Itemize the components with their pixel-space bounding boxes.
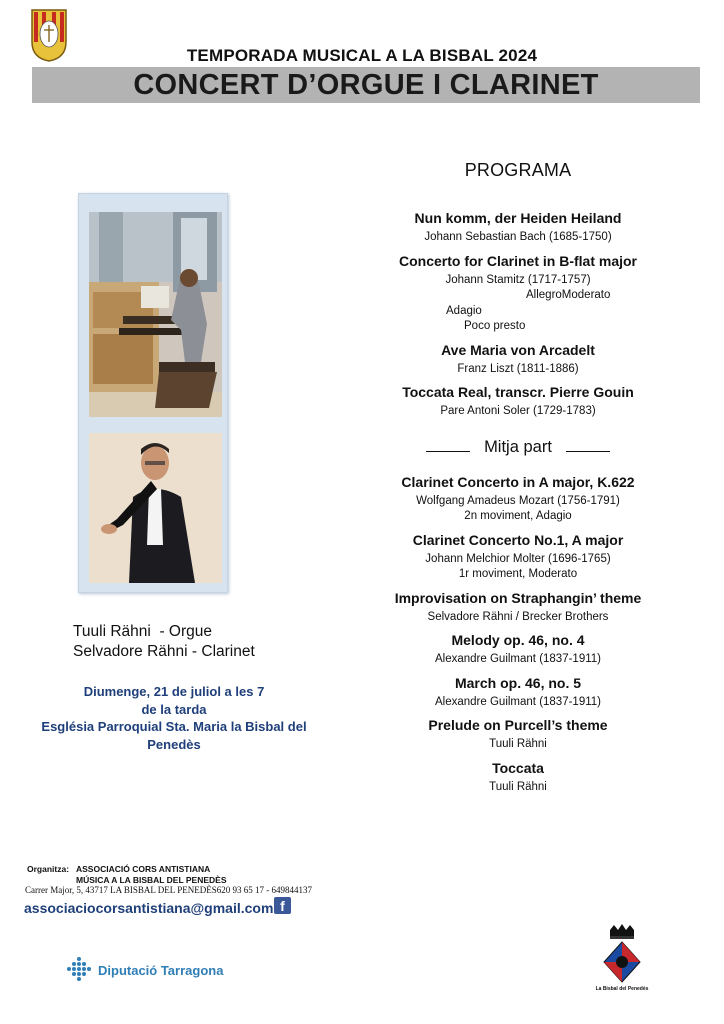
work-title: Clarinet Concerto No.1, A major: [412, 531, 624, 548]
movement: Poco presto: [464, 320, 526, 332]
movement: Adagio: [446, 304, 482, 317]
composer: Wolfgang Amadeus Mozart (1756-1791): [416, 494, 620, 507]
organizer-line-2: MÚSICA A LA BISBAL DEL PENEDÈS: [76, 875, 227, 885]
work-title: Clarinet Concerto in A major, K.622: [401, 473, 635, 490]
interval-rule-left: [426, 451, 470, 452]
address-line: Carrer Major, 5, 43717 LA BISBAL DEL PENEDÈS620 93 65 17 - 649844137: [25, 885, 312, 895]
work-title: Toccata Real, transcr. Pierre Gouin: [402, 384, 634, 400]
composer: Pare Antoni Soler (1729-1783): [440, 405, 596, 417]
work-title: Concerto for Clarinet in B-flat major: [398, 252, 638, 269]
organizer-names: [76, 864, 227, 886]
venue-line-1: Església Parroquial Sta. Maria la Bisbal del: [41, 719, 307, 734]
composer: Tuuli Rähni: [489, 738, 547, 750]
composer: Alexandre Guilmant (1837-1911): [435, 695, 601, 708]
composer: Franz Liszt (1811-1886): [457, 362, 579, 375]
composer: Alexandre Guilmant (1837-1911): [435, 653, 601, 665]
interval-rule-right: [566, 451, 610, 452]
program-part-2: [368, 473, 668, 796]
diputacio-logo-icon: [66, 955, 92, 985]
movement: 1r moviment, Moderato: [458, 568, 578, 580]
performers-list: [73, 622, 255, 662]
work-title: Ave Maria von Arcadelt: [441, 341, 595, 358]
work-title: March op. 46, no. 5: [454, 674, 582, 691]
organizer-line-1: ASSOCIACIÓ CORS ANTISTIANA: [76, 864, 211, 874]
email-link[interactable]: associaciocorsantistiana@gmail.com: [24, 900, 274, 916]
town-crest-icon: [602, 924, 642, 986]
concert-title: CONCERT D’ORGUE I CLARINET: [133, 69, 599, 101]
program: [368, 160, 668, 795]
performer-clarinet: Selvadore Rähni - Clarinet: [73, 643, 255, 660]
composer: Johann Melchior Molter (1696-1765): [425, 552, 611, 565]
composer: Johann Sebastian Bach (1685-1750): [424, 231, 612, 243]
interval-label: Mitja part: [484, 437, 552, 456]
town-crest-caption: La Bisbal del Penedès: [595, 986, 649, 992]
organizer-label: Organitza:: [27, 864, 70, 874]
interval-divider: [368, 438, 668, 457]
composer: Tuuli Rähni: [489, 780, 547, 793]
movement: AllegroModerato: [526, 289, 611, 301]
venue-line-2: Penedès: [147, 736, 201, 752]
work-title: Nun komm, der Heiden Heiland: [414, 210, 622, 226]
composer: Johann Stamitz (1717-1757): [445, 273, 591, 286]
organist-photo: [89, 212, 222, 417]
movement: 2n moviment, Adagio: [464, 510, 572, 522]
work-title: Toccata: [492, 759, 544, 776]
season-heading: TEMPORADA MUSICAL A LA BISBAL 2024: [186, 46, 538, 65]
clarinetist-photo: [89, 433, 222, 583]
event-details: [24, 683, 324, 753]
work-title: Melody op. 46, no. 4: [451, 632, 585, 648]
date-line-1: Diumenge, 21 de juliol a les 7: [83, 684, 265, 699]
performer-organ: Tuuli Rähni - Orgue: [73, 623, 212, 640]
date-line-2: de la tarda: [141, 701, 207, 717]
facebook-icon[interactable]: f: [274, 897, 291, 914]
sponsor-name: Diputació Tarragona: [98, 963, 224, 978]
work-title: Prelude on Purcell’s theme: [428, 717, 608, 733]
program-heading: PROGRAMA: [464, 160, 572, 180]
work-title: Improvisation on Straphangin’ theme: [394, 589, 642, 606]
program-part-1: [368, 209, 668, 420]
composer: Selvadore Rähni / Brecker Brothers: [427, 610, 609, 623]
